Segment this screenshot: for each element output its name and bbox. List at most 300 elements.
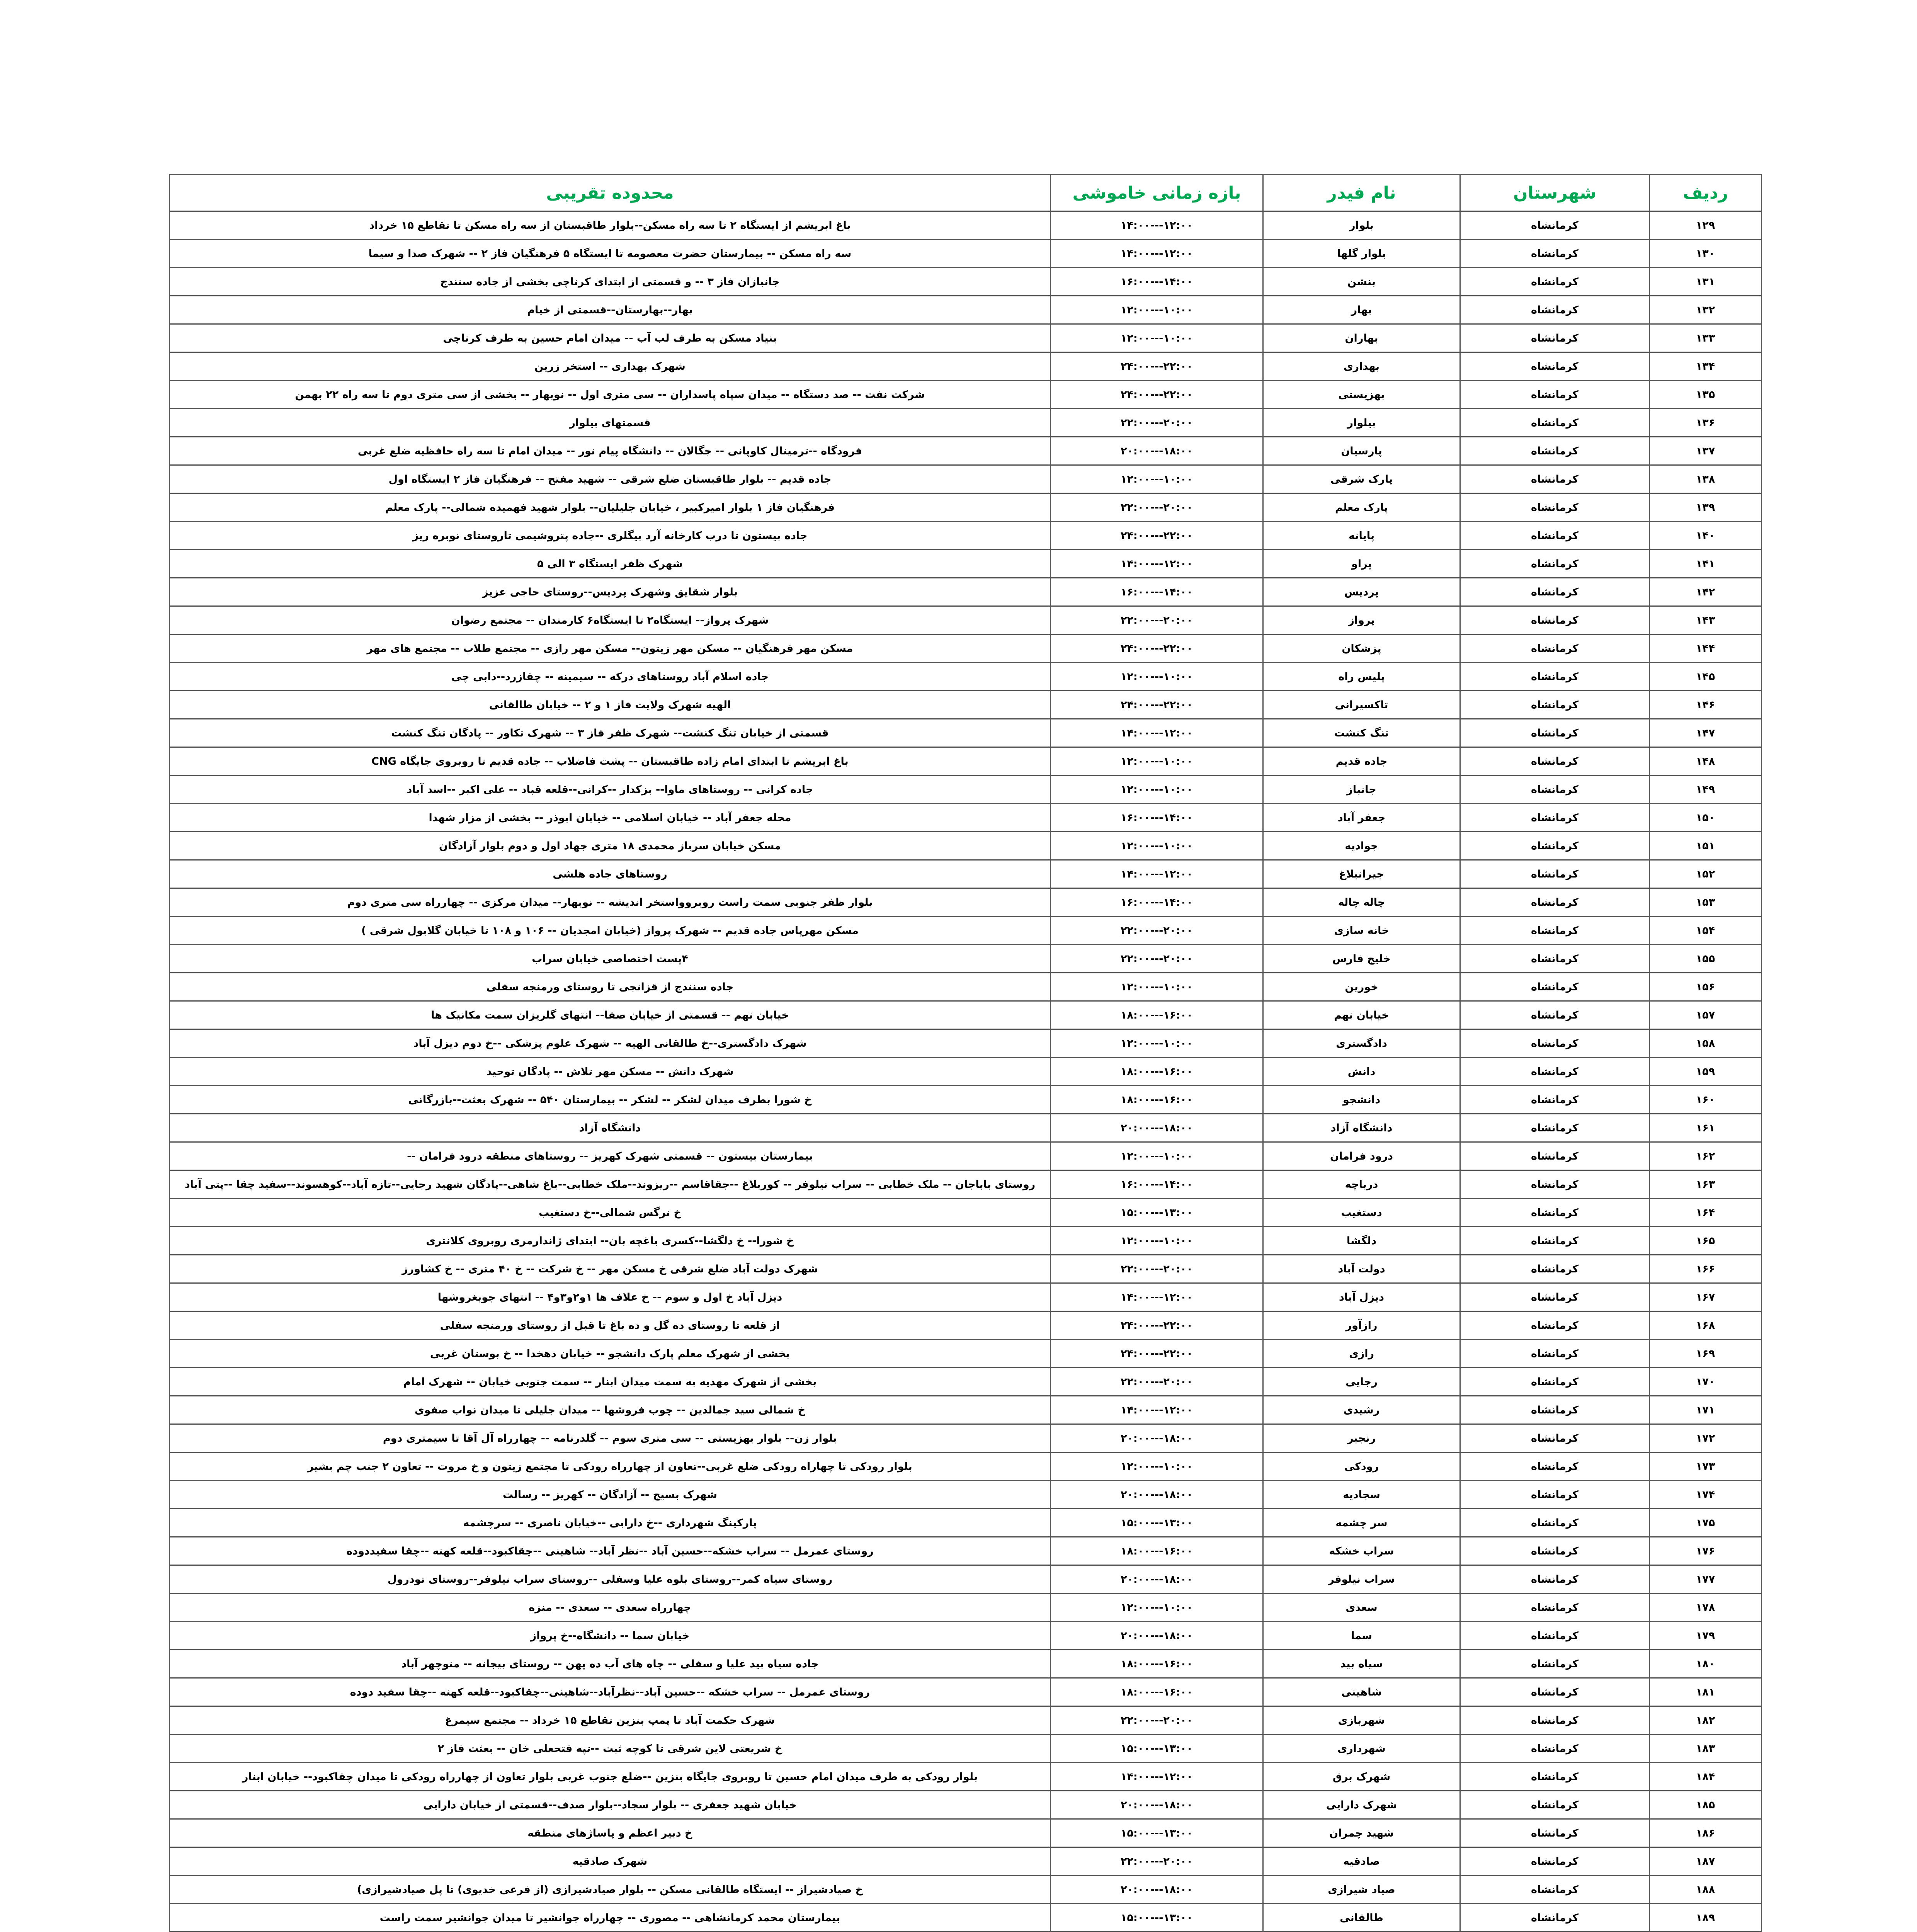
row-number-cell: ۱۶۶ xyxy=(1650,1255,1762,1283)
feeder-cell: بهاران xyxy=(1263,324,1460,352)
area-cell: شرکت نفت -- صد دستگاه -- میدان سپاه پاسداران -- سی متری اول -- نوبهار -- بخشی از سی متری دوم تا سه راه ۲۲ بهمن xyxy=(170,381,1051,409)
outage-time-cell: ۱۲:۰۰---۱۴:۰۰ xyxy=(1051,1763,1263,1791)
table-row xyxy=(170,719,1762,747)
table-row xyxy=(170,860,1762,888)
row-number-cell: ۱۴۵ xyxy=(1650,663,1762,691)
area-cell: الهیه شهرک ولایت فاز ۱ و ۲ -- خیابان طالقانی xyxy=(170,691,1051,719)
city-cell: کرمانشاه xyxy=(1460,550,1650,578)
area-cell: خیابان شهید جعفری -- بلوار سجاد--بلوار صدف--قسمتی از خیابان دارایی xyxy=(170,1791,1051,1819)
area-cell: شهرک حکمت آباد تا پمپ بنزین تقاطع ۱۵ خرداد -- مجتمع سیمرغ xyxy=(170,1706,1051,1735)
row-number-cell: ۱۷۴ xyxy=(1650,1481,1762,1509)
city-cell: کرمانشاه xyxy=(1460,522,1650,550)
outage-time-cell: ۱۸:۰۰---۲۰:۰۰ xyxy=(1051,1424,1263,1452)
outage-time-cell: ۱۸:۰۰---۲۰:۰۰ xyxy=(1051,1481,1263,1509)
row-number-cell: ۱۶۸ xyxy=(1650,1311,1762,1340)
outage-time-cell: ۱۰:۰۰---۱۲:۰۰ xyxy=(1051,973,1263,1001)
table-row xyxy=(170,1819,1762,1847)
feeder-cell: خورین xyxy=(1263,973,1460,1001)
city-cell: کرمانشاه xyxy=(1460,1199,1650,1227)
table-row xyxy=(170,1678,1762,1706)
area-cell: بیمارستان محمد کرمانشاهی -- مصوری -- چهارراه جوانشیر تا میدان جوانشیر سمت راست xyxy=(170,1904,1051,1932)
feeder-cell: شهربازی xyxy=(1263,1706,1460,1735)
area-cell: چهارراه سعدی -- سعدی -- منزه xyxy=(170,1594,1051,1622)
table-row xyxy=(170,1735,1762,1763)
table-row xyxy=(170,804,1762,832)
row-number-cell: ۱۸۴ xyxy=(1650,1763,1762,1791)
feeder-cell: رشیدی xyxy=(1263,1396,1460,1424)
city-cell: کرمانشاه xyxy=(1460,1706,1650,1735)
outage-time-cell: ۱۳:۰۰---۱۵:۰۰ xyxy=(1051,1199,1263,1227)
row-number-cell: ۱۵۳ xyxy=(1650,888,1762,917)
city-cell: کرمانشاه xyxy=(1460,1565,1650,1594)
table-row xyxy=(170,1142,1762,1170)
city-cell: کرمانشاه xyxy=(1460,1452,1650,1481)
feeder-cell: سجادیه xyxy=(1263,1481,1460,1509)
feeder-cell: خیابان نهم xyxy=(1263,1001,1460,1029)
header-outage-time: بازه زمانی خاموشی xyxy=(1051,175,1263,211)
area-cell: خ شریعتی لاین شرقی تا کوچه ثبت --تپه فتحعلی خان -- بعثت فاز ۲ xyxy=(170,1735,1051,1763)
row-number-cell: ۱۷۰ xyxy=(1650,1368,1762,1396)
table-row xyxy=(170,1283,1762,1311)
area-cell: بلوار رودکی تا چهاراه رودکی ضلع غربی--تعاون از چهارراه رودکی تا مجتمع زیتون و خ مروت -- تعاون ۲ جنب چم بشیر xyxy=(170,1452,1051,1481)
row-number-cell: ۱۳۶ xyxy=(1650,409,1762,437)
area-cell: شهرک دانش -- مسکن مهر تلاش -- پادگان توحید xyxy=(170,1058,1051,1086)
table-row xyxy=(170,1650,1762,1678)
outage-time-cell: ۲۲:۰۰---۲۴:۰۰ xyxy=(1051,1311,1263,1340)
area-cell: بلوار رودکی به طرف میدان امام حسین تا روبروی جایگاه بنزین --ضلع جنوب غربی بلوار تعاون از چهارراه رودکی تا میدان چقاکبود-- خیابان ابنار xyxy=(170,1763,1051,1791)
area-cell: جاده قدیم -- بلوار طاقبستان ضلع شرقی -- شهید مفتح -- فرهنگیان فاز ۲ ایستگاه اول xyxy=(170,465,1051,493)
feeder-cell: خانه سازی xyxy=(1263,917,1460,945)
city-cell: کرمانشاه xyxy=(1460,1368,1650,1396)
area-cell: بیمارستان بیستون -- قسمتی شهرک کهریز -- روستاهای منطقه درود فرامان -- xyxy=(170,1142,1051,1170)
row-number-cell: ۱۸۸ xyxy=(1650,1876,1762,1904)
row-number-cell: ۱۸۶ xyxy=(1650,1819,1762,1847)
row-number-cell: ۱۵۵ xyxy=(1650,945,1762,973)
city-cell: کرمانشاه xyxy=(1460,804,1650,832)
area-cell: روستای عمرمل -- سراب خشکه--حسین آباد --نظر آباد-- شاهینی --چقاکبود--قلعه کهنه --چقا سفیددوده xyxy=(170,1537,1051,1565)
outage-time-cell: ۱۰:۰۰---۱۲:۰۰ xyxy=(1051,324,1263,352)
row-number-cell: ۱۵۷ xyxy=(1650,1001,1762,1029)
feeder-cell: رازی xyxy=(1263,1340,1460,1368)
city-cell: کرمانشاه xyxy=(1460,1142,1650,1170)
feeder-cell: جانباز xyxy=(1263,776,1460,804)
outage-time-cell: ۲۰:۰۰---۲۲:۰۰ xyxy=(1051,493,1263,522)
feeder-cell: درباچه xyxy=(1263,1170,1460,1199)
feeder-cell: چاله چاله xyxy=(1263,888,1460,917)
table-row xyxy=(170,973,1762,1001)
outage-time-cell: ۲۰:۰۰---۲۲:۰۰ xyxy=(1051,409,1263,437)
area-cell: ۴پست اختصاصی خیابان سراب xyxy=(170,945,1051,973)
outage-time-cell: ۱۴:۰۰---۱۶:۰۰ xyxy=(1051,578,1263,606)
area-cell: شهرک بهداری -- استخر زرین xyxy=(170,352,1051,381)
table-row xyxy=(170,1509,1762,1537)
feeder-cell: پارک شرقی xyxy=(1263,465,1460,493)
row-number-cell: ۱۶۱ xyxy=(1650,1114,1762,1142)
area-cell: شهرک دادگستری--خ طالقانی الهیه -- شهرک علوم پزشکی --خ دوم دیزل آباد xyxy=(170,1029,1051,1058)
area-cell: خ نرگس شمالی--خ دستغیب xyxy=(170,1199,1051,1227)
city-cell: کرمانشاه xyxy=(1460,465,1650,493)
feeder-cell: خلیج فارس xyxy=(1263,945,1460,973)
feeder-cell: دانش xyxy=(1263,1058,1460,1086)
feeder-cell: سراب خشکه xyxy=(1263,1537,1460,1565)
outage-time-cell: ۱۲:۰۰---۱۴:۰۰ xyxy=(1051,719,1263,747)
table-row xyxy=(170,1424,1762,1452)
area-cell: بلوار شقایق وشهرک پردیس--روستای حاجی عزیز xyxy=(170,578,1051,606)
city-cell: کرمانشاه xyxy=(1460,1340,1650,1368)
table-row xyxy=(170,1311,1762,1340)
feeder-cell: پرواز xyxy=(1263,606,1460,634)
table-body xyxy=(170,211,1762,1932)
city-cell: کرمانشاه xyxy=(1460,1791,1650,1819)
row-number-cell: ۱۷۶ xyxy=(1650,1537,1762,1565)
outage-time-cell: ۱۸:۰۰---۲۰:۰۰ xyxy=(1051,1791,1263,1819)
table-row xyxy=(170,1227,1762,1255)
area-cell: بهار--بهارستان--قسمتی از خیام xyxy=(170,296,1051,324)
city-cell: کرمانشاه xyxy=(1460,691,1650,719)
outage-time-cell: ۲۰:۰۰---۲۲:۰۰ xyxy=(1051,917,1263,945)
outage-time-cell: ۱۴:۰۰---۱۶:۰۰ xyxy=(1051,268,1263,296)
feeder-cell: صادقیه xyxy=(1263,1847,1460,1876)
row-number-cell: ۱۴۹ xyxy=(1650,776,1762,804)
feeder-cell: پارک معلم xyxy=(1263,493,1460,522)
row-number-cell: ۱۴۴ xyxy=(1650,634,1762,663)
area-cell: سه راه مسکن -- بیمارستان حضرت معصومه تا ایستگاه ۵ فرهنگیان فاز ۲ -- شهرک صدا و سیما xyxy=(170,240,1051,268)
table-row xyxy=(170,1170,1762,1199)
city-cell: کرمانشاه xyxy=(1460,634,1650,663)
feeder-cell: بنشن xyxy=(1263,268,1460,296)
outage-time-cell: ۱۰:۰۰---۱۲:۰۰ xyxy=(1051,776,1263,804)
city-cell: کرمانشاه xyxy=(1460,211,1650,240)
city-cell: کرمانشاه xyxy=(1460,719,1650,747)
table-row xyxy=(170,578,1762,606)
area-cell: خ دبیر اعظم و پاساژهای منطقه xyxy=(170,1819,1051,1847)
outage-time-cell: ۱۲:۰۰---۱۴:۰۰ xyxy=(1051,1396,1263,1424)
city-cell: کرمانشاه xyxy=(1460,1086,1650,1114)
outage-time-cell: ۲۰:۰۰---۲۲:۰۰ xyxy=(1051,606,1263,634)
area-cell: روستای عمرمل -- سراب خشکه --حسین آباد--نظرآباد--شاهینی--چقاکبود--قلعه کهنه --چقا سفید دوده xyxy=(170,1678,1051,1706)
feeder-cell: صیاد شیرازی xyxy=(1263,1876,1460,1904)
row-number-cell: ۱۵۴ xyxy=(1650,917,1762,945)
feeder-cell: رودکی xyxy=(1263,1452,1460,1481)
outage-time-cell: ۱۶:۰۰---۱۸:۰۰ xyxy=(1051,1001,1263,1029)
feeder-cell: پزشکان xyxy=(1263,634,1460,663)
city-cell: کرمانشاه xyxy=(1460,578,1650,606)
city-cell: کرمانشاه xyxy=(1460,1114,1650,1142)
outage-time-cell: ۱۴:۰۰---۱۶:۰۰ xyxy=(1051,888,1263,917)
city-cell: کرمانشاه xyxy=(1460,296,1650,324)
table-row xyxy=(170,437,1762,465)
table-row xyxy=(170,1368,1762,1396)
city-cell: کرمانشاه xyxy=(1460,1227,1650,1255)
city-cell: کرمانشاه xyxy=(1460,1735,1650,1763)
city-cell: کرمانشاه xyxy=(1460,888,1650,917)
area-cell: بنیاد مسکن به طرف لب آب -- میدان امام حسین به طرف کرناچی xyxy=(170,324,1051,352)
city-cell: کرمانشاه xyxy=(1460,1396,1650,1424)
city-cell: کرمانشاه xyxy=(1460,1001,1650,1029)
area-cell: شهرک صادقیه xyxy=(170,1847,1051,1876)
outage-time-cell: ۱۶:۰۰---۱۸:۰۰ xyxy=(1051,1678,1263,1706)
city-cell: کرمانشاه xyxy=(1460,1283,1650,1311)
feeder-cell: شهرک برق xyxy=(1263,1763,1460,1791)
city-cell: کرمانشاه xyxy=(1460,747,1650,776)
table-row xyxy=(170,1029,1762,1058)
row-number-cell: ۱۴۷ xyxy=(1650,719,1762,747)
city-cell: کرمانشاه xyxy=(1460,1594,1650,1622)
row-number-cell: ۱۳۲ xyxy=(1650,296,1762,324)
outage-time-cell: ۱۸:۰۰---۲۰:۰۰ xyxy=(1051,437,1263,465)
feeder-cell: جیرانبلاغ xyxy=(1263,860,1460,888)
feeder-cell: جاده قدیم xyxy=(1263,747,1460,776)
feeder-cell: دانشگاه آزاد xyxy=(1263,1114,1460,1142)
feeder-cell: دولت آباد xyxy=(1263,1255,1460,1283)
area-cell: بخشی از شهرک مهدیه به سمت میدان ابنار -- سمت جنوبی خیابان -- شهرک امام xyxy=(170,1368,1051,1396)
table-row xyxy=(170,240,1762,268)
outage-time-cell: ۱۰:۰۰---۱۲:۰۰ xyxy=(1051,296,1263,324)
area-cell: قسمتهای بیلوار xyxy=(170,409,1051,437)
outage-time-cell: ۱۲:۰۰---۱۴:۰۰ xyxy=(1051,240,1263,268)
row-number-cell: ۱۸۳ xyxy=(1650,1735,1762,1763)
area-cell: روستای باباجان -- ملک خطابی -- سراب نیلوفر -- کوربلاغ --جقاقاسم --ریزوند--ملک خطابی--باغ شاهی--پادگان شهید رجایی--تازه آباد--کوهسوند--سفید چقا --پتی آباد xyxy=(170,1170,1051,1199)
table-row xyxy=(170,747,1762,776)
outage-time-cell: ۱۳:۰۰---۱۵:۰۰ xyxy=(1051,1819,1263,1847)
table-row xyxy=(170,1594,1762,1622)
city-cell: کرمانشاه xyxy=(1460,973,1650,1001)
city-cell: کرمانشاه xyxy=(1460,409,1650,437)
outage-time-cell: ۲۲:۰۰---۲۴:۰۰ xyxy=(1051,691,1263,719)
row-number-cell: ۱۸۲ xyxy=(1650,1706,1762,1735)
row-number-cell: ۱۷۸ xyxy=(1650,1594,1762,1622)
row-number-cell: ۱۶۳ xyxy=(1650,1170,1762,1199)
row-number-cell: ۱۵۸ xyxy=(1650,1029,1762,1058)
city-cell: کرمانشاه xyxy=(1460,1904,1650,1932)
feeder-cell: تاکسیرانی xyxy=(1263,691,1460,719)
area-cell: بلوار ظفر جنوبی سمت راست روبروواستخر اندیشه -- نوبهار-- میدان مرکزی -- چهارراه سی متری دوم xyxy=(170,888,1051,917)
feeder-cell: طالقانی xyxy=(1263,1904,1460,1932)
outage-time-cell: ۱۶:۰۰---۱۸:۰۰ xyxy=(1051,1058,1263,1086)
feeder-cell: سر چشمه xyxy=(1263,1509,1460,1537)
feeder-cell: شهید چمران xyxy=(1263,1819,1460,1847)
table-row xyxy=(170,465,1762,493)
area-cell: باغ ابریشم از ایستگاه ۲ تا سه راه مسکن--بلوار طاقبستان از سه راه مسکن تا تقاطع ۱۵ خرداد xyxy=(170,211,1051,240)
city-cell: کرمانشاه xyxy=(1460,381,1650,409)
feeder-cell: بهزیستی xyxy=(1263,381,1460,409)
row-number-cell: ۱۴۲ xyxy=(1650,578,1762,606)
outage-time-cell: ۱۲:۰۰---۱۴:۰۰ xyxy=(1051,1283,1263,1311)
feeder-cell: بیلوار xyxy=(1263,409,1460,437)
outage-time-cell: ۱۴:۰۰---۱۶:۰۰ xyxy=(1051,1170,1263,1199)
feeder-cell: دلگشا xyxy=(1263,1227,1460,1255)
table-row xyxy=(170,493,1762,522)
table-row xyxy=(170,1114,1762,1142)
feeder-cell: دستغیب xyxy=(1263,1199,1460,1227)
feeder-cell: جعفر آباد xyxy=(1263,804,1460,832)
row-number-cell: ۱۳۳ xyxy=(1650,324,1762,352)
outage-table xyxy=(169,174,1762,1932)
table-row xyxy=(170,1622,1762,1650)
area-cell: خ شمالی سید جمالدین -- چوب فروشها -- میدان جلیلی تا میدان نواب صفوی xyxy=(170,1396,1051,1424)
table-row xyxy=(170,522,1762,550)
area-cell: دانشگاه آزاد xyxy=(170,1114,1051,1142)
feeder-cell: سیاه بید xyxy=(1263,1650,1460,1678)
city-cell: کرمانشاه xyxy=(1460,240,1650,268)
area-cell: فرهنگیان فاز ۱ بلوار امیرکبیر ، خیابان جلیلیان-- بلوار شهید فهمیده شمالی-- پارک معلم xyxy=(170,493,1051,522)
city-cell: کرمانشاه xyxy=(1460,437,1650,465)
area-cell: باغ ابریشم تا ابتدای امام زاده طاقبستان -- پشت فاضلاب -- جاده قدیم تا روبروی جایگاه CNG xyxy=(170,747,1051,776)
feeder-cell: شهرک دارایی xyxy=(1263,1791,1460,1819)
table-row xyxy=(170,1058,1762,1086)
feeder-cell: سراب نیلوفر xyxy=(1263,1565,1460,1594)
feeder-cell: شهرداری xyxy=(1263,1735,1460,1763)
row-number-cell: ۱۵۹ xyxy=(1650,1058,1762,1086)
table-row xyxy=(170,296,1762,324)
outage-time-cell: ۲۲:۰۰---۲۴:۰۰ xyxy=(1051,352,1263,381)
feeder-cell: دیزل آباد xyxy=(1263,1283,1460,1311)
area-cell: خیابان نهم -- قسمتی از خیابان صفا-- انتهای گلریزان سمت مکانیک ها xyxy=(170,1001,1051,1029)
city-cell: کرمانشاه xyxy=(1460,776,1650,804)
row-number-cell: ۱۸۵ xyxy=(1650,1791,1762,1819)
table-row xyxy=(170,691,1762,719)
city-cell: کرمانشاه xyxy=(1460,860,1650,888)
outage-time-cell: ۲۰:۰۰---۲۲:۰۰ xyxy=(1051,1368,1263,1396)
table-row xyxy=(170,832,1762,860)
outage-time-cell: ۱۶:۰۰---۱۸:۰۰ xyxy=(1051,1537,1263,1565)
feeder-cell: سما xyxy=(1263,1622,1460,1650)
header-approximate-area: محدوده تقریبی xyxy=(170,175,1051,211)
row-number-cell: ۱۲۹ xyxy=(1650,211,1762,240)
table-row xyxy=(170,268,1762,296)
city-cell: کرمانشاه xyxy=(1460,1311,1650,1340)
table-row xyxy=(170,1086,1762,1114)
outage-time-cell: ۱۰:۰۰---۱۲:۰۰ xyxy=(1051,1452,1263,1481)
city-cell: کرمانشاه xyxy=(1460,1876,1650,1904)
feeder-cell: شاهینی xyxy=(1263,1678,1460,1706)
feeder-cell: پایانه xyxy=(1263,522,1460,550)
outage-time-cell: ۱۸:۰۰---۲۰:۰۰ xyxy=(1051,1114,1263,1142)
city-cell: کرمانشاه xyxy=(1460,1255,1650,1283)
outage-time-cell: ۱۳:۰۰---۱۵:۰۰ xyxy=(1051,1735,1263,1763)
table-row xyxy=(170,1396,1762,1424)
area-cell: جانبازان فاز ۳ -- و قسمتی از ابتدای کرناچی بخشی از جاده سنندج xyxy=(170,268,1051,296)
city-cell: کرمانشاه xyxy=(1460,268,1650,296)
feeder-cell: تنگ کنشت xyxy=(1263,719,1460,747)
outage-time-cell: ۲۲:۰۰---۲۴:۰۰ xyxy=(1051,522,1263,550)
area-cell: شهرک بسیج -- آزادگان -- کهریز -- رسالت xyxy=(170,1481,1051,1509)
table-row xyxy=(170,1452,1762,1481)
outage-time-cell: ۱۲:۰۰---۱۴:۰۰ xyxy=(1051,860,1263,888)
row-number-cell: ۱۷۷ xyxy=(1650,1565,1762,1594)
area-cell: بلوار زن-- بلوار بهزیستی -- سی متری سوم -- گلدرنامه -- چهارراه آل آقا تا سیمتری دوم xyxy=(170,1424,1051,1452)
table-row xyxy=(170,634,1762,663)
city-cell: کرمانشاه xyxy=(1460,1650,1650,1678)
area-cell: خ شورا-- خ دلگشا--کسری باغچه بان-- ابتدای ژاندارمری روبروی کلانتری xyxy=(170,1227,1051,1255)
outage-time-cell: ۱۳:۰۰---۱۵:۰۰ xyxy=(1051,1904,1263,1932)
city-cell: کرمانشاه xyxy=(1460,1678,1650,1706)
row-number-cell: ۱۶۷ xyxy=(1650,1283,1762,1311)
row-number-cell: ۱۸۹ xyxy=(1650,1904,1762,1932)
table-row xyxy=(170,1706,1762,1735)
area-cell: خ شورا بطرف میدان لشکر -- لشکر -- بیمارستان ۵۴۰ -- شهرک بعثت--بازرگانی xyxy=(170,1086,1051,1114)
row-number-cell: ۱۵۶ xyxy=(1650,973,1762,1001)
area-cell: محله جعفر آباد -- خیابان اسلامی -- خیابان ابوذر -- بخشی از مزار شهدا xyxy=(170,804,1051,832)
feeder-cell: رازآور xyxy=(1263,1311,1460,1340)
table-row xyxy=(170,1537,1762,1565)
header-city: شهرستان xyxy=(1460,175,1650,211)
row-number-cell: ۱۶۵ xyxy=(1650,1227,1762,1255)
outage-time-cell: ۱۳:۰۰---۱۵:۰۰ xyxy=(1051,1509,1263,1537)
area-cell: مسکن خیابان سرباز محمدی ۱۸ متری جهاد اول و دوم بلوار آزادگان xyxy=(170,832,1051,860)
city-cell: کرمانشاه xyxy=(1460,663,1650,691)
city-cell: کرمانشاه xyxy=(1460,1537,1650,1565)
city-cell: کرمانشاه xyxy=(1460,1763,1650,1791)
outage-time-cell: ۲۰:۰۰---۲۲:۰۰ xyxy=(1051,1847,1263,1876)
area-cell: مسکن مهر فرهنگیان -- مسکن مهر زیتون-- مسکن مهر رازی -- مجتمع طلاب -- مجتمع های مهر xyxy=(170,634,1051,663)
area-cell: خیابان سما -- دانشگاه--خ پرواز xyxy=(170,1622,1051,1650)
feeder-cell: پراو xyxy=(1263,550,1460,578)
row-number-cell: ۱۴۸ xyxy=(1650,747,1762,776)
outage-time-cell: ۱۰:۰۰---۱۲:۰۰ xyxy=(1051,663,1263,691)
feeder-cell: پارسیان xyxy=(1263,437,1460,465)
table-row xyxy=(170,381,1762,409)
row-number-cell: ۱۳۵ xyxy=(1650,381,1762,409)
row-number-cell: ۱۷۵ xyxy=(1650,1509,1762,1537)
row-number-cell: ۱۶۰ xyxy=(1650,1086,1762,1114)
row-number-cell: ۱۳۰ xyxy=(1650,240,1762,268)
area-cell: مسکن مهرپاس جاده قدیم -- شهرک پرواز (خیابان امجدیان -- ۱۰۶ و ۱۰۸ تا خیابان گلابول شرقی ) xyxy=(170,917,1051,945)
area-cell: از قلعه تا روستای ده گل و ده باغ تا قبل از روستای ورمنجه سفلی xyxy=(170,1311,1051,1340)
area-cell: بخشی از شهرک معلم پارک دانشجو -- خیابان دهخدا -- خ بوستان غربی xyxy=(170,1340,1051,1368)
row-number-cell: ۱۶۴ xyxy=(1650,1199,1762,1227)
outage-time-cell: ۱۰:۰۰---۱۲:۰۰ xyxy=(1051,1594,1263,1622)
row-number-cell: ۱۳۷ xyxy=(1650,437,1762,465)
area-cell: شهرک ظفر ایستگاه ۳ الی ۵ xyxy=(170,550,1051,578)
city-cell: کرمانشاه xyxy=(1460,606,1650,634)
header-feeder: نام فیدر xyxy=(1263,175,1460,211)
area-cell: پارکینگ شهرداری --خ دارابی --خیابان ناصری -- سرچشمه xyxy=(170,1509,1051,1537)
area-cell: شهرک پرواز-- ایستگاه۲ تا ایستگاه۶ کارمندان -- مجتمع رضوان xyxy=(170,606,1051,634)
feeder-cell: پردیس xyxy=(1263,578,1460,606)
row-number-cell: ۱۶۲ xyxy=(1650,1142,1762,1170)
table-row xyxy=(170,776,1762,804)
feeder-cell: رنجبر xyxy=(1263,1424,1460,1452)
row-number-cell: ۱۷۲ xyxy=(1650,1424,1762,1452)
outage-time-cell: ۱۰:۰۰---۱۲:۰۰ xyxy=(1051,465,1263,493)
outage-time-cell: ۱۰:۰۰---۱۲:۰۰ xyxy=(1051,747,1263,776)
row-number-cell: ۱۸۱ xyxy=(1650,1678,1762,1706)
table-row xyxy=(170,663,1762,691)
table-row xyxy=(170,1255,1762,1283)
table-row xyxy=(170,1763,1762,1791)
outage-time-cell: ۱۸:۰۰---۲۰:۰۰ xyxy=(1051,1565,1263,1594)
city-cell: کرمانشاه xyxy=(1460,832,1650,860)
row-number-cell: ۱۴۶ xyxy=(1650,691,1762,719)
area-cell: روستای سیاه کمر--روستای بلوه علیا وسفلی --روستای سراب نیلوفر--روستای تودرول xyxy=(170,1565,1051,1594)
feeder-cell: بلوار گلها xyxy=(1263,240,1460,268)
table-row xyxy=(170,352,1762,381)
feeder-cell: رجایی xyxy=(1263,1368,1460,1396)
city-cell: کرمانشاه xyxy=(1460,493,1650,522)
row-number-cell: ۱۸۰ xyxy=(1650,1650,1762,1678)
feeder-cell: درود فرامان xyxy=(1263,1142,1460,1170)
outage-time-cell: ۲۲:۰۰---۲۴:۰۰ xyxy=(1051,634,1263,663)
table-row xyxy=(170,1791,1762,1819)
city-cell: کرمانشاه xyxy=(1460,945,1650,973)
area-cell: جاده بیستون تا درب کارخانه آرد بیگلری --جاده پتروشیمی تاروستای نوبره ریز xyxy=(170,522,1051,550)
table-row xyxy=(170,1199,1762,1227)
table-row xyxy=(170,324,1762,352)
area-cell: شهرک دولت آباد ضلع شرقی خ مسکن مهر -- خ شرکت -- خ ۴۰ متری -- خ کشاورز xyxy=(170,1255,1051,1283)
table-row xyxy=(170,917,1762,945)
row-number-cell: ۱۴۳ xyxy=(1650,606,1762,634)
